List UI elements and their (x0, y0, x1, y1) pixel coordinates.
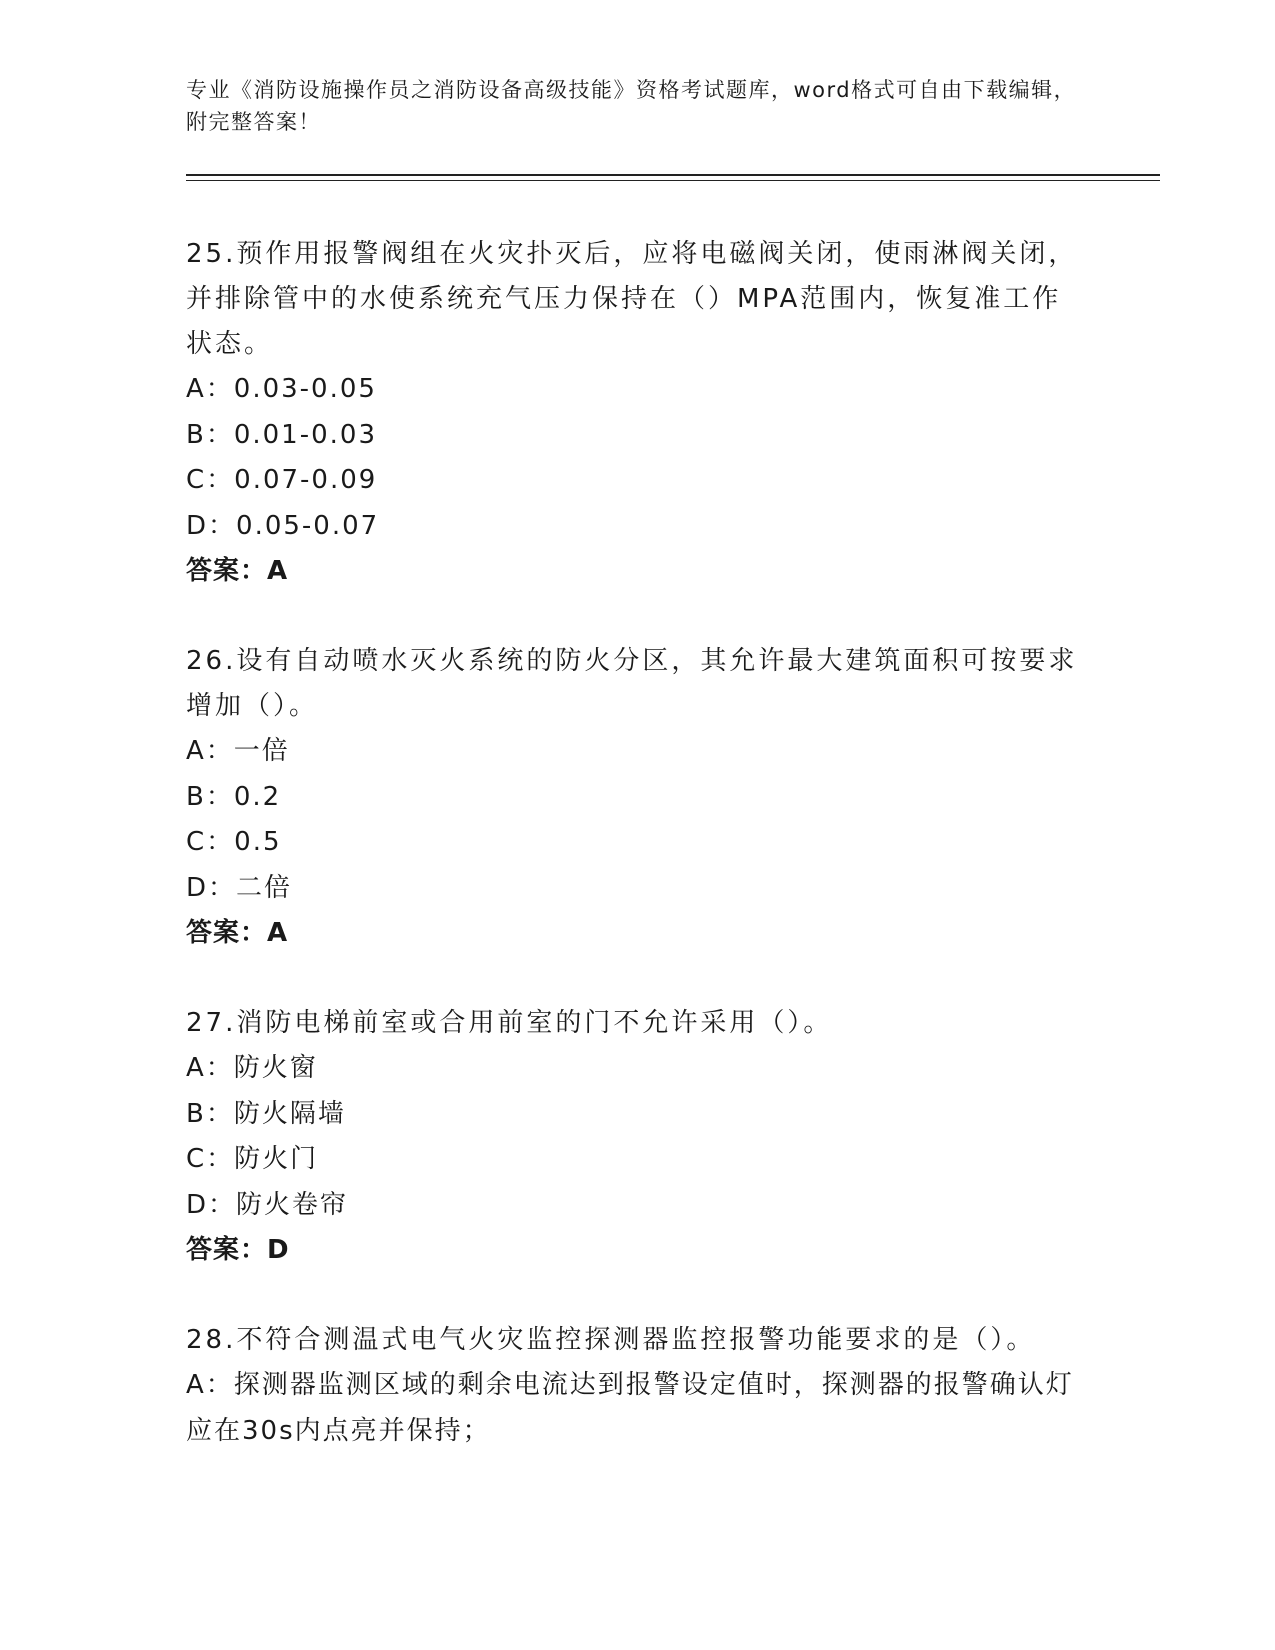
option-d: D：二倍 (186, 872, 293, 903)
option-b: B：0.2 (186, 781, 282, 812)
question-26 (186, 639, 1086, 956)
question-27 (186, 1001, 1086, 1273)
option-b: B：0.01-0.03 (186, 419, 378, 450)
document-header: 专业《消防设施操作员之消防设备高级技能》资格考试题库，word格式可自由下载编辑，附完整答案！ (186, 78, 1077, 134)
question-text: 27.消防电梯前室或合用前室的门不允许采用（）。 (186, 1008, 833, 1038)
option-c: C：防火门 (186, 1144, 319, 1174)
option-d: D：防火卷帘 (186, 1189, 349, 1220)
option-a: A：防火窗 (186, 1053, 318, 1083)
question-text: 26.设有自动喷水灭火系统的防火分区，其允许最大建筑面积可按要求增加（）。 (186, 646, 1078, 721)
option-a: A：一倍 (186, 736, 290, 766)
question-text: 25.预作用报警阀组在火灾扑灭后，应将电磁阀关闭，使雨淋阀关闭，并排除管中的水使系统充气压力保持在（）MPA范围内，恢复准工作状态。 (186, 239, 1078, 359)
question-28 (186, 1318, 1086, 1454)
option-c: C：0.5 (186, 827, 282, 857)
option-a: A：探测器监测区域的剩余电流达到报警设定值时，探测器的报警确认灯应在30s内点亮并保持； (186, 1370, 1074, 1446)
option-b: B：防火隔墙 (186, 1098, 346, 1129)
header-rule-thick (186, 174, 1160, 176)
option-c: C：0.07-0.09 (186, 465, 378, 495)
option-a: A：0.03-0.05 (186, 374, 377, 404)
question-25 (186, 232, 1086, 594)
question-text: 28.不符合测温式电气火灾监控探测器监控报警功能要求的是（）。 (186, 1325, 1036, 1355)
option-d: D：0.05-0.07 (186, 510, 380, 541)
answer: 答案：D (186, 1235, 290, 1265)
answer: 答案：A (186, 556, 289, 586)
header-rule-thin (186, 180, 1160, 181)
answer: 答案：A (186, 918, 289, 948)
question-list (186, 232, 1086, 1499)
